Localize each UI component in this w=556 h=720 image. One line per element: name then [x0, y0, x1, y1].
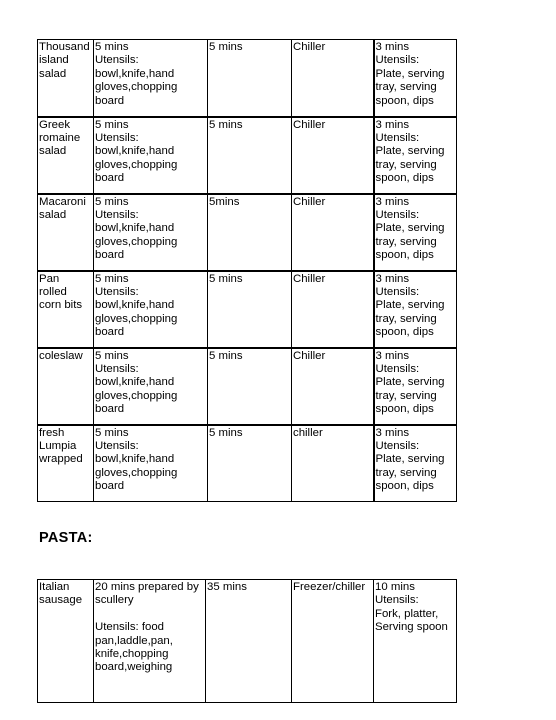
table-row [38, 194, 457, 271]
serve-cell: 10 mins Utensils: Fork, platter, Serving spoon [374, 580, 457, 703]
storage-cell: Chiller [292, 194, 374, 271]
prep-cell: 5 mins Utensils: bowl,knife,hand gloves,chopping board [94, 425, 208, 502]
item-cell: coleslaw [38, 348, 94, 425]
serve-cell: 3 mins Utensils: Plate, serving tray, serving spoon, dips [374, 194, 457, 271]
table-row [38, 580, 457, 703]
salad-table [37, 39, 457, 502]
prep-cell: 5 mins Utensils: bowl,knife,hand gloves,chopping board [94, 117, 208, 194]
prep-cell: 5 mins Utensils: bowl,knife,hand gloves,chopping board [94, 348, 208, 425]
storage-cell: Freezer/chiller [292, 580, 374, 703]
cook-time-cell: 5 mins [208, 348, 292, 425]
serve-cell: 3 mins Utensils: Plate, serving tray, serving spoon, dips [374, 271, 457, 348]
storage-cell: Chiller [292, 117, 374, 194]
serve-cell: 3 mins Utensils: Plate, serving tray, serving spoon, dips [374, 348, 457, 425]
cook-time-cell: 5 mins [208, 271, 292, 348]
table-row [38, 348, 457, 425]
prep-cell: 20 mins prepared by scullery Utensils: food pan,laddle,pan, knife,chopping board,weighing [94, 580, 206, 703]
table-row [38, 271, 457, 348]
item-cell: Macaroni salad [38, 194, 94, 271]
item-cell: Thousand island salad [38, 40, 94, 117]
section-heading: PASTA: [39, 530, 93, 546]
cook-time-cell: 5 mins [208, 425, 292, 502]
table-row [38, 40, 457, 117]
prep-cell: 5 mins Utensils: bowl,knife,hand gloves,chopping board [94, 40, 208, 117]
storage-cell: Chiller [292, 40, 374, 117]
prep-cell: 5 mins Utensils: bowl,knife,hand gloves,chopping board [94, 271, 208, 348]
serve-cell: 3 mins Utensils: Plate, serving tray, serving spoon, dips [374, 40, 457, 117]
storage-cell: Chiller [292, 348, 374, 425]
cook-time-cell: 35 mins [206, 580, 292, 703]
prep-cell: 5 mins Utensils: bowl,knife,hand gloves,chopping board [94, 194, 208, 271]
cook-time-cell: 5 mins [208, 40, 292, 117]
item-cell: Greek romaine salad [38, 117, 94, 194]
item-cell: Italian sausage [38, 580, 94, 703]
table-row [38, 425, 457, 502]
table-row [38, 117, 457, 194]
storage-cell: Chiller [292, 271, 374, 348]
cook-time-cell: 5 mins [208, 117, 292, 194]
item-cell: fresh Lumpia wrapped [38, 425, 94, 502]
serve-cell: 3 mins Utensils: Plate, serving tray, serving spoon, dips [374, 117, 457, 194]
storage-cell: chiller [292, 425, 374, 502]
serve-cell: 3 mins Utensils: Plate, serving tray, serving spoon, dips [374, 425, 457, 502]
pasta-table [37, 579, 457, 703]
item-cell: Pan rolled corn bits [38, 271, 94, 348]
cook-time-cell: 5mins [208, 194, 292, 271]
